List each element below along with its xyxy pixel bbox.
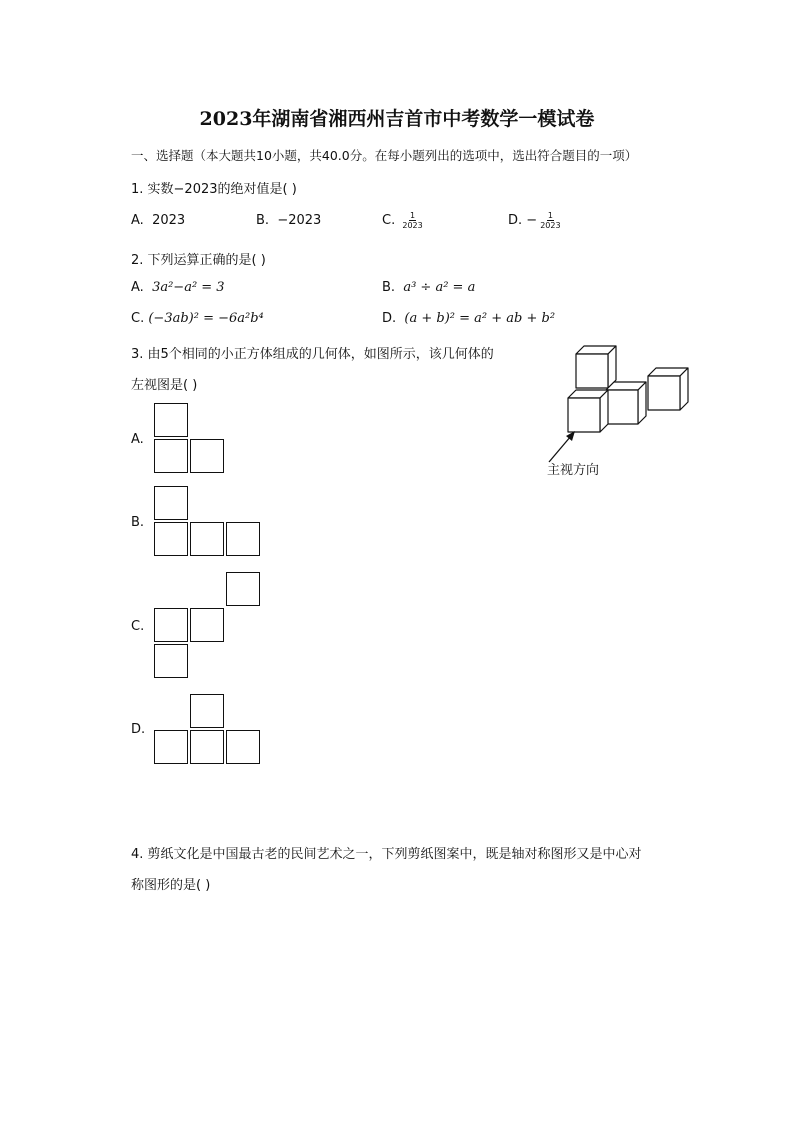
square bbox=[154, 403, 188, 437]
q3-option-d-label[interactable]: D. bbox=[131, 722, 146, 737]
option-formula: (a + b)² = a² + ab + b² bbox=[404, 311, 556, 326]
option-formula: a³ ÷ a² = a bbox=[403, 280, 476, 295]
fraction bbox=[540, 211, 560, 230]
option-text: −2023 bbox=[277, 213, 322, 228]
square bbox=[190, 608, 224, 642]
question-3-stem-line2: 左视图是( ) bbox=[131, 378, 198, 393]
option-label: B. bbox=[382, 280, 396, 295]
fraction-numerator: 1 bbox=[547, 211, 553, 220]
q2-option-a[interactable] bbox=[131, 280, 225, 295]
square bbox=[226, 572, 260, 606]
section-heading: 一、选择题（本大题共10小题，共40.0分。在每小题列出的选项中，选出符合题目的一项） bbox=[131, 148, 638, 163]
option-label: D. bbox=[508, 213, 523, 228]
option-label: C. bbox=[131, 311, 145, 326]
square bbox=[190, 694, 224, 728]
square bbox=[226, 522, 260, 556]
question-3-stem-line1: 3. 由5个相同的小正方体组成的几何体，如图所示，该几何体的 bbox=[131, 347, 494, 362]
minus-sign: − bbox=[526, 213, 538, 228]
option-label: A. bbox=[131, 213, 144, 228]
square bbox=[190, 439, 224, 473]
q1-option-d[interactable] bbox=[508, 211, 561, 230]
option-label: D. bbox=[382, 311, 397, 326]
q1-option-b[interactable] bbox=[256, 213, 321, 228]
q2-option-d[interactable] bbox=[382, 311, 555, 326]
cube-figure bbox=[560, 342, 730, 442]
page-title: 2023年湖南省湘西州吉首市中考数学一模试卷 bbox=[199, 108, 595, 130]
square bbox=[154, 644, 188, 678]
question-4-stem-line1: 4. 剪纸文化是中国最古老的民间艺术之一，下列剪纸图案中，既是轴对称图形又是中心对 bbox=[131, 847, 642, 862]
q3-option-c-label[interactable]: C. bbox=[131, 619, 145, 634]
option-label: C. bbox=[382, 213, 396, 228]
question-2-stem: 2. 下列运算正确的是( ) bbox=[131, 253, 266, 268]
square bbox=[154, 608, 188, 642]
square bbox=[154, 486, 188, 520]
option-text: 2023 bbox=[152, 213, 186, 228]
square bbox=[190, 522, 224, 556]
square bbox=[226, 730, 260, 764]
square bbox=[190, 730, 224, 764]
q1-option-c[interactable] bbox=[382, 211, 423, 230]
option-label: A. bbox=[131, 280, 144, 295]
option-formula: (−3ab)² = −6a²b⁴ bbox=[148, 311, 264, 326]
square bbox=[154, 730, 188, 764]
fraction bbox=[402, 211, 422, 230]
q3-option-a-label[interactable]: A. bbox=[131, 432, 144, 447]
option-label: B. bbox=[256, 213, 270, 228]
fraction-denominator: 2023 bbox=[540, 221, 561, 230]
square bbox=[154, 522, 188, 556]
fraction-numerator: 1 bbox=[409, 211, 416, 220]
q3-option-b-label[interactable]: B. bbox=[131, 515, 145, 530]
question-4-stem-line2: 称图形的是( ) bbox=[131, 878, 211, 893]
q2-option-b[interactable] bbox=[382, 280, 475, 295]
option-formula: 3a²−a² = 3 bbox=[152, 280, 225, 295]
figure-caption: 主视方向 bbox=[547, 463, 600, 478]
question-1-stem: 1. 实数−2023的绝对值是( ) bbox=[131, 182, 297, 197]
q1-option-a[interactable] bbox=[131, 213, 185, 228]
square bbox=[154, 439, 188, 473]
q2-option-c[interactable] bbox=[131, 311, 264, 326]
fraction-denominator: 2023 bbox=[402, 221, 423, 230]
